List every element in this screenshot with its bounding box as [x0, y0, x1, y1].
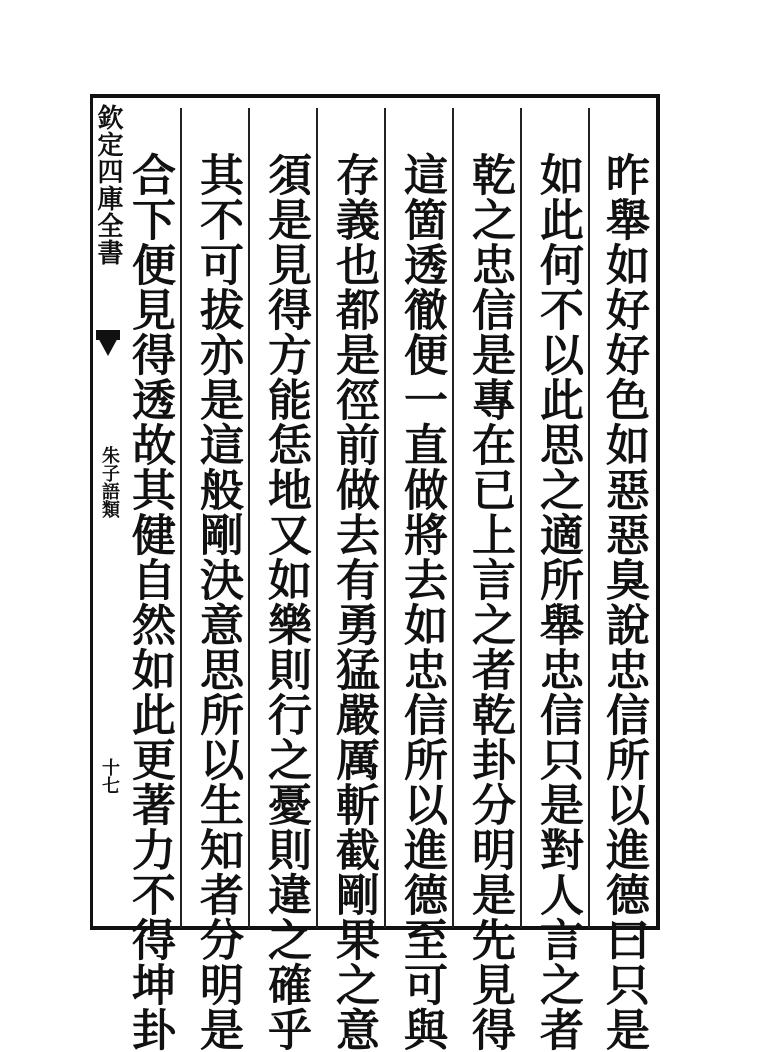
text-column-8: 合下便見得透故其健自然如此更著力不得坤卦 — [124, 152, 175, 1052]
column-rule — [248, 108, 250, 928]
text-column-1: 昨舉如好好色如惡惡臭說忠信所以進德曰只是 — [598, 152, 649, 1052]
gutter-title: 欽定四庫全書 — [93, 104, 123, 266]
column-rule — [588, 108, 590, 928]
column-rule — [452, 108, 454, 928]
text-column-6: 須是見得方能恁地又如樂則行之憂則違之確乎 — [260, 152, 311, 1052]
text-column-3: 乾之忠信是專在已上言之者乾卦分明是先見得 — [464, 152, 515, 1052]
column-rule — [180, 108, 182, 928]
text-column-4: 這箇透徹便一直做將去如忠信所以進德至可與 — [396, 152, 447, 1052]
fish-tail-point-icon — [96, 334, 120, 356]
text-column-7: 其不可拔亦是這般剛決意思所以生知者分明是 — [192, 152, 243, 1052]
column-rule — [384, 108, 386, 928]
column-rule — [316, 108, 318, 928]
gutter-page-number: 十七 — [99, 758, 120, 794]
column-rule — [520, 108, 522, 928]
text-column-5: 存義也都是徑前做去有勇猛嚴厲斬截剛果之意 — [328, 152, 379, 1052]
gutter-book-title: 朱子語類 — [99, 446, 120, 518]
text-column-2: 如此何不以此思之適所舉忠信只是對人言之者 — [532, 152, 583, 1052]
